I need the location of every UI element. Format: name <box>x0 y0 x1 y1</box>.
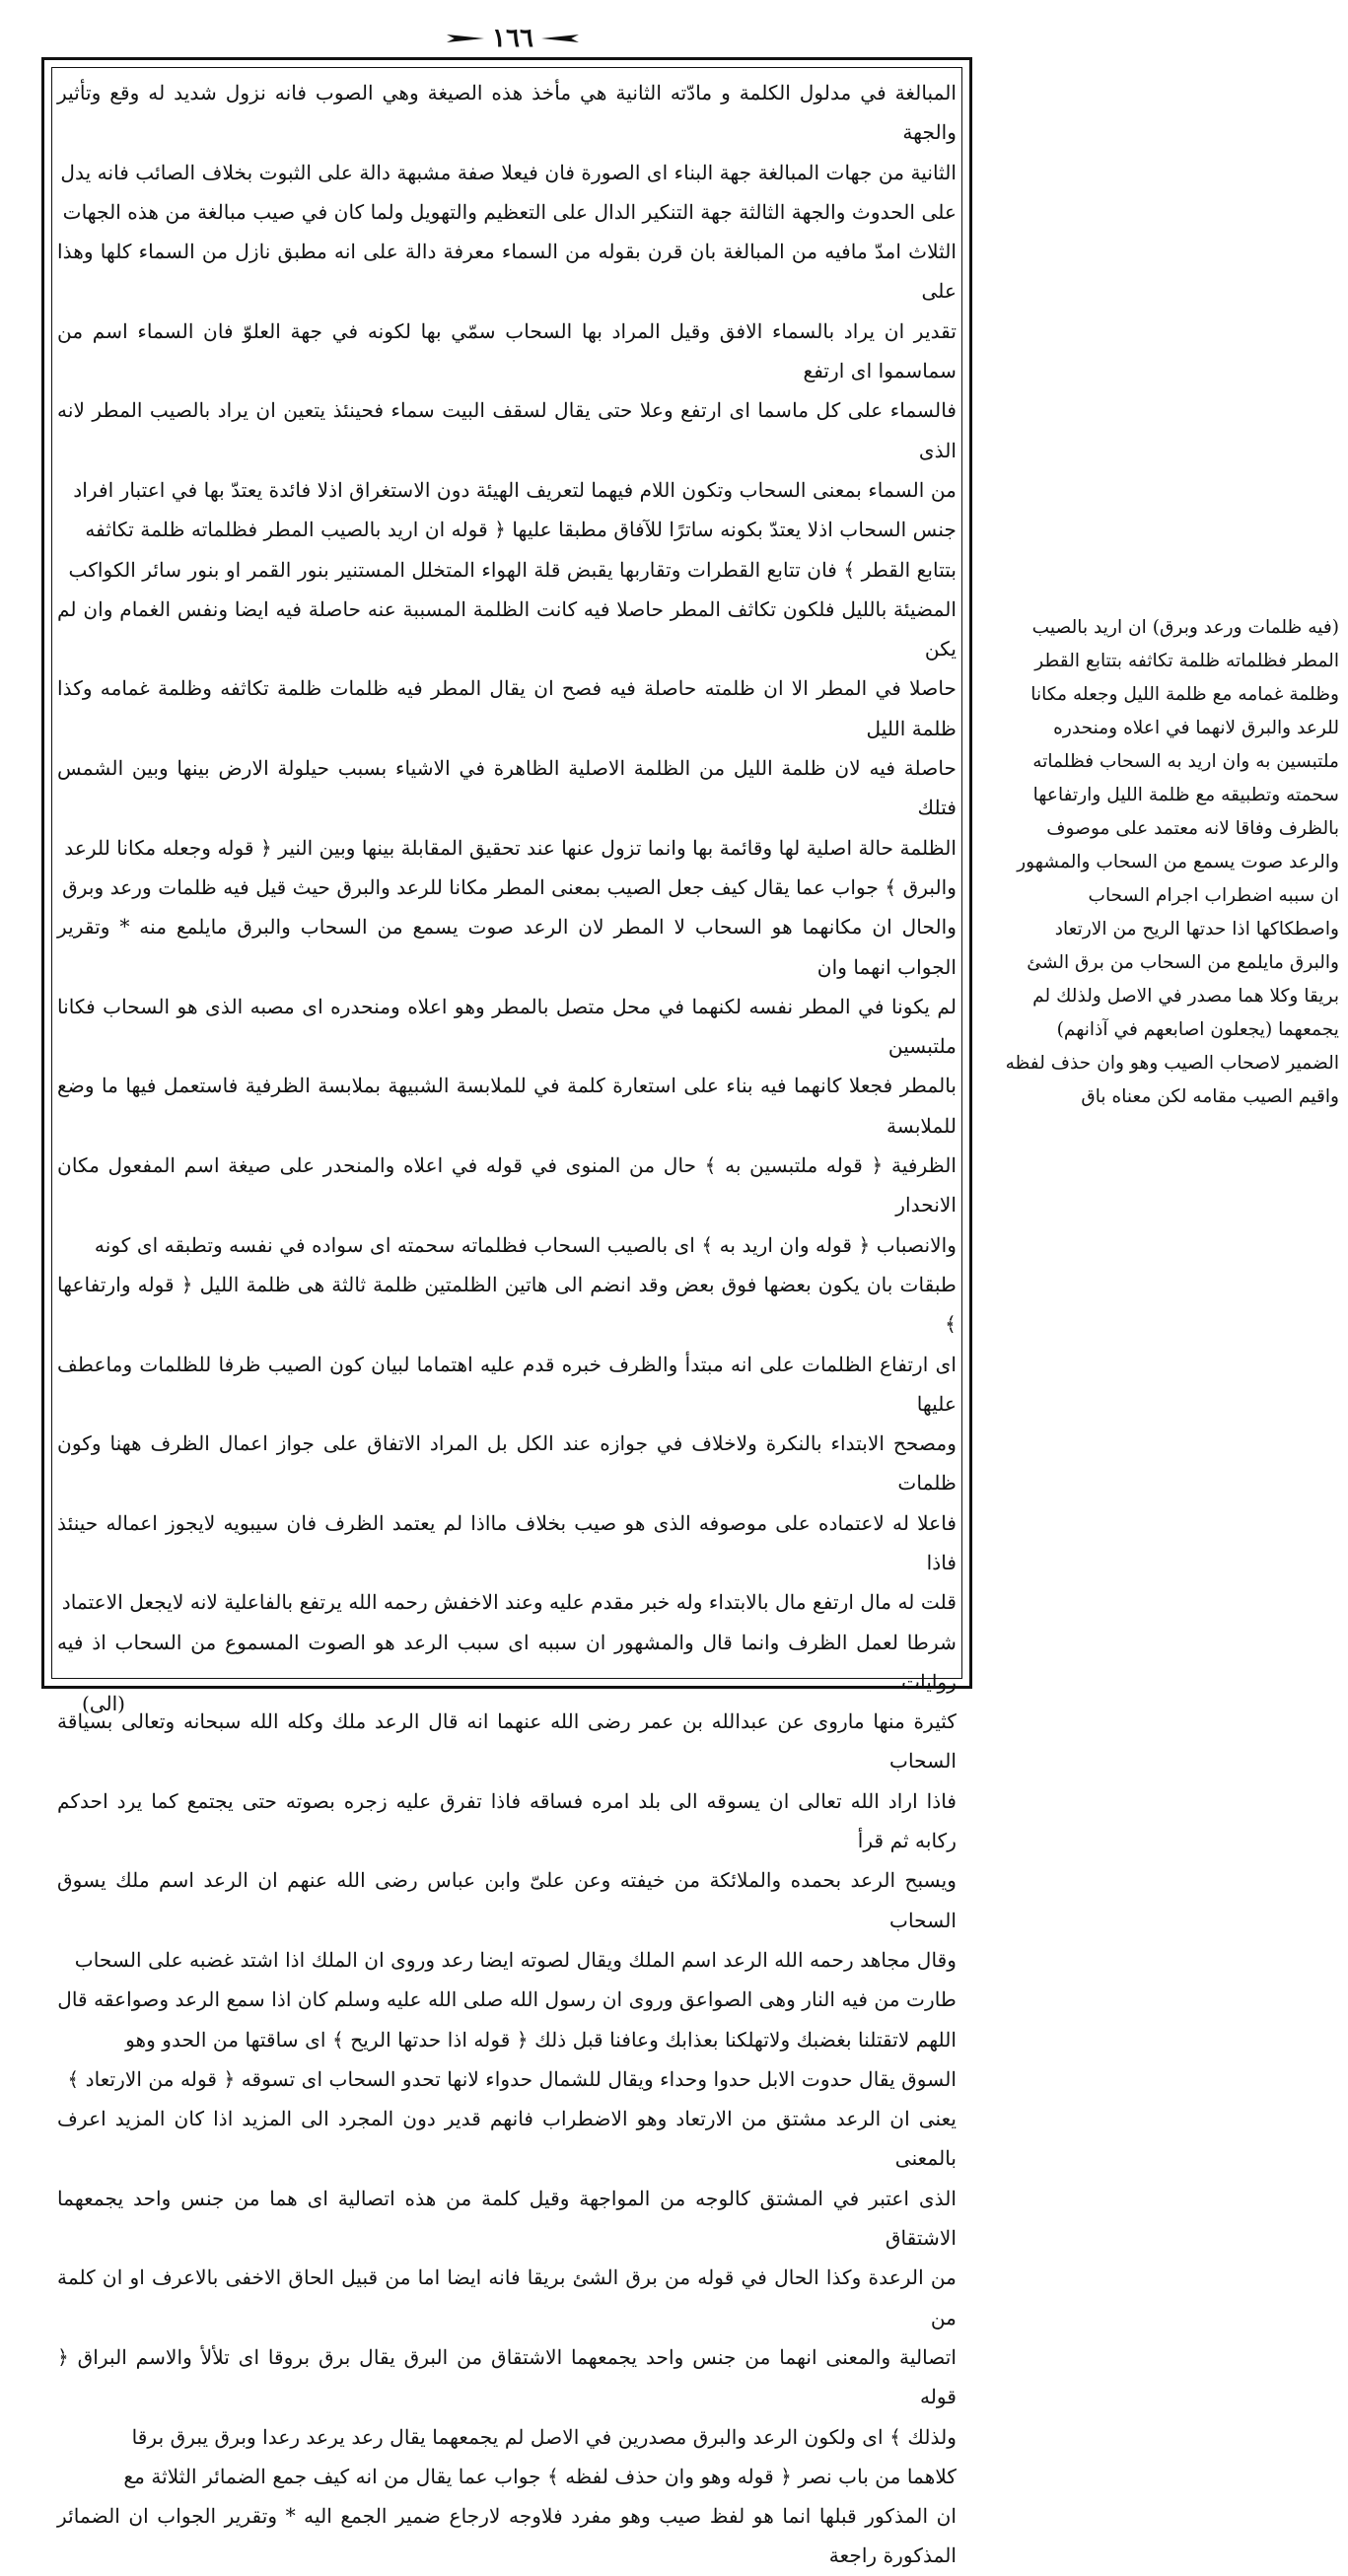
text-line: تقدير ان يراد بالسماء الافق وقيل المراد بها السحاب سمّي بها لكونه في جهة العلوّ فان السماء اسم من سماسموا اى ارتفع <box>57 318 957 383</box>
text-line: جنس السحاب اذلا يعتدّ بكونه ساترًا للآفاق مطبقا عليها ﴿ قوله ان اريد بالصيب المطر فظلماته ظلمة تكاثفه <box>85 518 957 542</box>
text-line: بتتابع القطر ﴾ فان تتابع القطرات وتقاربها يقبض قلة الهواء المتخلل المستنير بنور القمر او بنور سائر الكواكب <box>68 557 957 582</box>
text-line: طارت من فيه النار وهى الصواعق وروى ان رسول الله صلى الله عليه وسلم كان اذا سمع الرعد وصواعقه قال <box>57 1987 957 2012</box>
page-number: ١٦٦ <box>492 24 533 53</box>
margin-note: (فيه ظلمات ورعد وبرق) ان اريد بالصيب المطر فظلماته ظلمة تكاثفه بتتابع القطر وظلمة غمامه مع ظلمة الليل وجعله مكانا للرعد والبرق لانهما في اعلاه ومنحدره ملتبسين به وان اريد به السحاب فظلماته سحمته وتطبيقه مع ظلمة الليل وارتفاعها بالظرف وفاقا لانه معتمد على موصوف والرعد صوت يسمع من السحاب والمشهور ان سببه اضطراب اجرام السحاب واصطكاكها اذا حدتها الريح من الارتعاد والبرق مايلمع من السحاب من برق الشئ بريقا وكلا هما مصدر في الاصل ولذلك لم يجمعهما (يجعلون اصابعهم في آذانهم) الضمير لاصحاب الصيب وهو وان حذف لفظه واقيم الصيب مقامه لكن معناه باق <box>1005 617 1339 1107</box>
text-line: اى ارتفاع الظلمات على انه مبتدأ والظرف خبره قدم عليه اهتماما لبيان كون الصيب ظرفا للظلمات وماعطف عليها <box>57 1352 957 1416</box>
text-line: حاصلا في المطر الا ان ظلمته حاصلة فيه فصح ان يقال المطر فيه ظلمات ظلمة تكاثفه وظلمة غمامه وكذا ظلمة الليل <box>57 676 957 740</box>
text-line: من السماء بمعنى السحاب وتكون اللام فيهما لتعريف الهيئة دون الاستغراق اذلا فائدة يعتدّ بها في اعتبار افراد <box>73 477 957 502</box>
text-line: اتصالية والمعنى انهما من جنس واحد يجمعهما الاشتقاق من البرق يقال برق بروقا اى تلألأ والاسم البراق ﴿ قوله <box>57 2344 957 2409</box>
text-line: طبقات بان يكون بعضها فوق بعض وقد انضم الى هاتين الظلمتين ظلمة ثالثة هى ظلمة الليل ﴿ قوله وارتفاعها ﴾ <box>57 1272 957 1337</box>
text-line: اللهم لاتقتلنا بغضبك ولاتهلكنا بعذابك وعافنا قبل ذلك ﴿ قوله اذا حدتها الريح ﴾ اى ساقتها من الحدو وهو <box>125 2027 957 2052</box>
text-line: على الحدوث والجهة الثالثة جهة التنكير الدال على التعظيم والتهويل ولما كان في صيب مبالغة من هذه الجهات <box>62 199 957 224</box>
ornament-right-icon <box>447 33 484 44</box>
text-line: الظلمة حالة اصلية لها وقائمة بها وانما تزول عنها عند تحقيق المقابلة بينها وبين النير ﴿ قوله وجعله مكانا للرعد <box>64 835 957 860</box>
text-line: السوق يقال حدوت الابل حدوا وحداء ويقال للشمال حدواء لانها تحدو السحاب اى تسوقه ﴿ قوله من الارتعاد ﴾ <box>67 2066 957 2091</box>
text-line: فاذا اراد الله تعالى ان يسوقه الى بلد امره فساقه فاذا تفرق عليه زجره بصوته حتى يجتمع كما يرد احدكم ركابه ثم قرأ <box>57 1788 957 1853</box>
main-text-block <box>57 73 957 2568</box>
text-line: ومصحح الابتداء بالنكرة ولاخلاف في جوازه عند الكل بل المراد الاتفاق على جواز اعمال الظرف ههنا وكون ظلمات <box>57 1431 957 1496</box>
text-line: شرطا لعمل الظرف وانما قال والمشهور ان سببه اى سبب الرعد هو الصوت المسموع من السحاب اذ فيه روايات <box>57 1630 957 1694</box>
footer-catchword: (الى) <box>82 1692 125 1715</box>
page-number-header <box>434 22 592 55</box>
text-line: المضيئة بالليل فلكون تكاثف المطر حاصلا فيه كانت الظلمة المسببة عنه حاصلة فيه ايضا ونفس الغمام وان لم يكن <box>57 596 957 661</box>
text-line: من الرعدة وكذا الحال في قوله من برق الشئ بريقا فانه ايضا اما من قبيل الحاق الاخفى بالاعرف او ان كلمة من <box>57 2265 957 2330</box>
text-line: ان المذكور قبلها انما هو لفظ صيب وهو مفرد فلاوجه لارجاع ضمير الجمع اليه * وتقرير الجواب ان الضمائر المذكورة راجعة <box>57 2504 957 2568</box>
text-line: قلت له مال ارتفع مال بالابتداء وله خبر مقدم عليه وعند الاخفش رحمه الله يرتفع بالفاعلية لانه لايجعل الاعتماد <box>61 1590 957 1615</box>
text-line: المبالغة في مدلول الكلمة و مادّته الثانية هي مأخذ هذه الصيغة وهي الصوب فانه نزول شديد له وقع وتأثير والجهة <box>57 81 957 145</box>
text-line: لم يكونا في المطر نفسه لكنهما في محل متصل بالمطر وهو اعلاه ومنحدره اى مصبه الذى هو السحاب فكانا ملتبسين <box>57 994 957 1059</box>
text-line: ولذلك ﴾ اى ولكون الرعد والبرق مصدرين في الاصل لم يجمعهما يقال رعد يرعد رعدا وبرق يبرق برقا <box>131 2424 957 2449</box>
text-line: الذى اعتبر في المشتق كالوجه من المواجهة وقيل كلمة من هذه اتصالية اى هما من جنس واحد يجمعهما الاشتقاق <box>57 2186 957 2251</box>
text-line: والحال ان مكانهما هو السحاب لا المطر لان الرعد صوت يسمع من السحاب والبرق مايلمع منه * وتقرير الجواب انهما وان <box>57 915 957 979</box>
text-line: والانصباب ﴿ قوله وان اريد به ﴾ اى بالصيب السحاب فظلماته سحمته اى سواده في نفسه وتطبقه اى كونه <box>94 1232 957 1257</box>
text-line: كلاهما من باب نصر ﴿ قوله وهو وان حذف لفظه ﴾ جواب عما يقال من انه كيف جمع الضمائر الثلاثة مع <box>123 2464 957 2488</box>
text-line: ويسبح الرعد بحمده والملائكة من خيفته وعن علىّ وابن عباس رضى الله عنهم ان الرعد اسم ملك يسوق السحاب <box>57 1868 957 1932</box>
text-line: فاعلا له لاعتماده على موصوفه الذى هو صيب بخلاف مااذا لم يعتمد الظرف فان سيبويه لايجوز اعماله حينئذ فاذا <box>57 1510 957 1574</box>
text-line: وقال مجاهد رحمه الله الرعد اسم الملك ويقال لصوته ايضا رعد وروى ان الملك اذا اشتد غضبه على السحاب <box>74 1947 957 1972</box>
text-line: فالسماء على كل ماسما اى ارتفع وعلا حتى يقال لسقف البيت سماء فحينئذ يتعين ان يراد بالصيب المطر لانه الذى <box>57 398 957 462</box>
text-line: الظرفية ﴿ قوله ملتبسين به ﴾ حال من المنوى في قوله في اعلاه والمنحدر على صيغة اسم المفعول مكان الانحدار <box>57 1153 957 1218</box>
text-line: كثيرة منها ماروى عن عبدالله بن عمر رضى الله عنهما انه قال الرعد ملك وكله الله سبحانه وتعالى بسياقة السحاب <box>57 1709 957 1774</box>
text-line: الثانية من جهات المبالغة جهة البناء اى الصورة فان فيعلا صفة مشبهة دالة على الثبوت بخلاف الصائب فانه يدل <box>60 160 957 184</box>
text-line: والبرق ﴾ جواب عما يقال كيف جعل الصيب بمعنى المطر مكانا للرعد والبرق حيث قيل فيه ظلمات ورعد وبرق <box>62 874 957 899</box>
text-line: بالمطر فجعلا كانهما فيه بناء على استعارة كلمة في للملابسة الشبيهة بملابسة الظرفية فاستعمل فيها ما وضع للملابسة <box>57 1074 957 1138</box>
ornament-left-icon <box>541 33 579 44</box>
text-line: الثلاث امدّ مافيه من المبالغة بان قرن بقوله من السماء معرفة دالة على انه مطبق نازل من السماء كلها وهذا على <box>57 240 957 304</box>
text-line: حاصلة فيه لان ظلمة الليل من الظلمة الاصلية الظاهرة في الاشياء بسبب حيلولة الارض بينها وبين الشمس فتلك <box>57 756 957 820</box>
text-line: يعنى ان الرعد مشتق من الارتعاد وهو الاضطراب فانهم قدير دون المجرد الى المزيد اذا كان المزيد اعرف بالمعنى <box>57 2107 957 2171</box>
